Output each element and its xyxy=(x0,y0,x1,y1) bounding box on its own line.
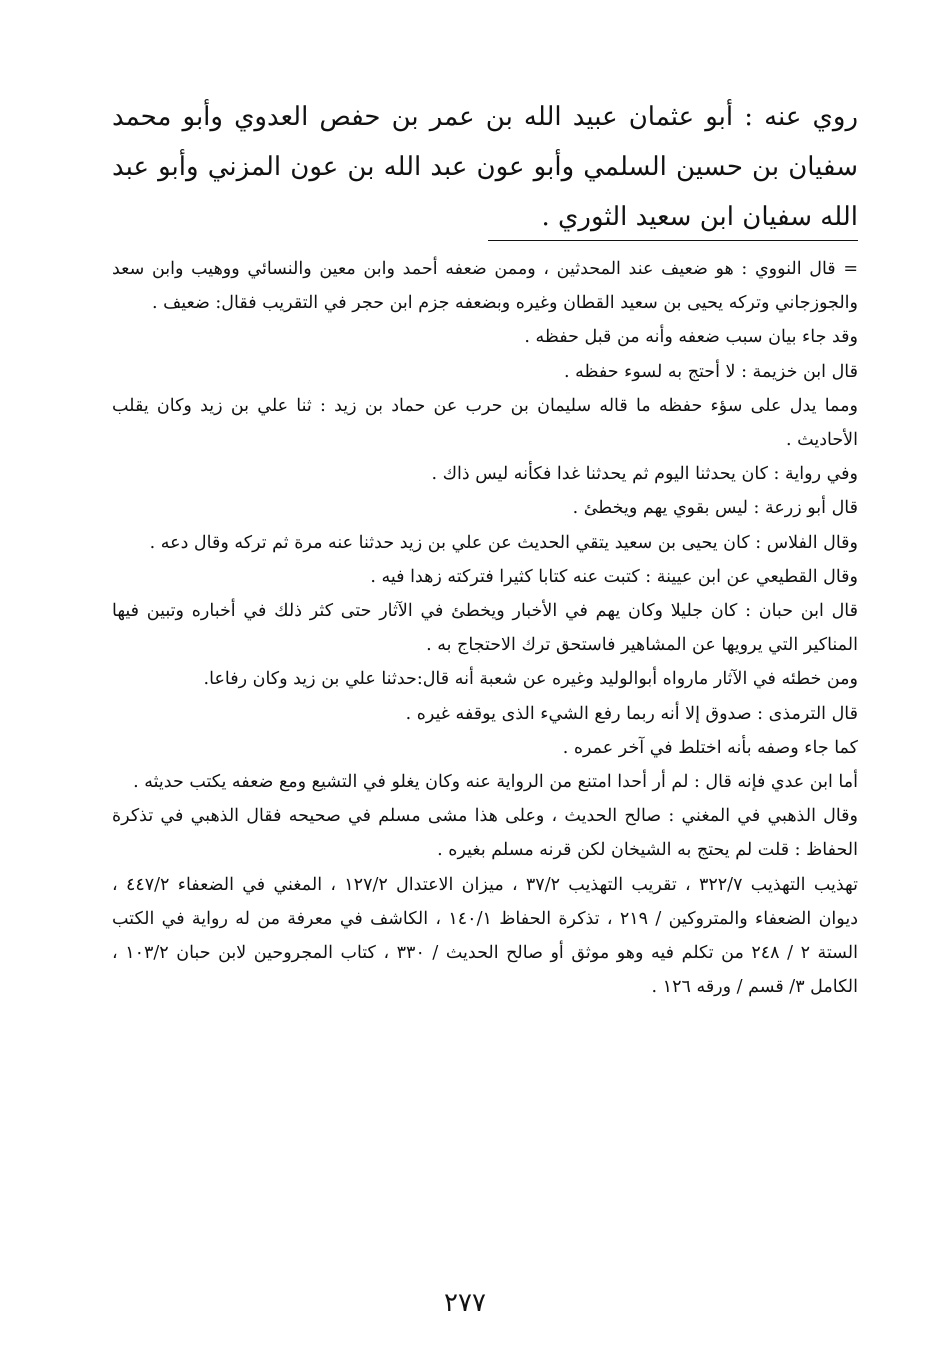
footnote-references: تهذيب التهذيب ٣٢٢/٧ ، تقريب التهذيب ٣٧/٢ ، ميزان الاعتدال ١٢٧/٢ ، المغني في الضعفاء ٤٤٧/٢ ، ديوان الضعفاء والمتروكين / ٢١٩ ، تذكرة الحفاظ ١٤٠/١ ، الكاشف في معرفة من له رواية في الكتب الستة ٢ / ٢٤٨ من تكلم فيه وهو موثق أو صالح الحديث / ٣٣٠ ، كتاب المجروحين لابن حبان ١٠٣/٢ ، الكامل ٣/ قسم / ورقه ١٢٦ . xyxy=(112,874,858,998)
main-paragraph: روي عنه : أبو عثمان عبيد الله بن عمر بن حفص العدوي وأبو محمد سفيان بن حسين السلمي وأبو عون عبد الله بن عون المزني وأبو عبد الله سفيان ابن سعيد الثوري . xyxy=(112,102,859,232)
footnote-paragraph: ومما يدل على سؤء حفظه ما قاله سليمان بن حرب عن حماد بن زيد : ثنا علي بن زيد وكان يقلب الأحاديث . xyxy=(112,395,858,451)
footnote-divider xyxy=(488,240,858,241)
footnote-paragraph: قال أبو زرعة : ليس بقوي يهم ويخطئ . xyxy=(572,498,858,519)
footnote-paragraph: وقال الذهبي في المغني : صالح الحديث ، وعلى هذا مشى مسلم في صحيحه فقال الذهبي في تذكرة الحفاظ : قلت لم يحتج به الشيخان لكن قرنه مسلم بغيره . xyxy=(112,806,858,861)
footnote-paragraph: أما ابن عدي فإنه قال : لم أر أحدا امتنع من الرواية عنه وكان يغلو في التشيع ومع ضعفه يكتب حديثه . xyxy=(133,772,858,793)
footnote-paragraph: قال ابن خزيمة : لا أحتج به لسوء حفظه . xyxy=(564,361,858,382)
footnote-paragraph: وفي رواية : كان يحدثنا اليوم ثم يحدثنا غدا فكأنه ليس ذاك . xyxy=(431,464,858,485)
page-number: ٢٧٧ xyxy=(444,1288,486,1318)
footnote-paragraph: وقال الفلاس : كان يحيى بن سعيد يتقي الحديث عن علي بن زيد حدثنا عنه مرة ثم تركه وقال دعه . xyxy=(149,532,858,553)
footnote-paragraph: وقد جاء بيان سبب ضعفه وأنه من قبل حفظه . xyxy=(524,327,858,348)
footnotes xyxy=(112,252,858,1004)
footnote-paragraph: قال الترمذى : صدوق إلا أنه ربما رفع الشيء الذى يوقفه غيره . xyxy=(405,703,858,724)
footnote-paragraph: وقال القطيعي عن ابن عيينة : كتبت عنه كتابا كثيرا فتركته زهدا فيه . xyxy=(370,566,858,587)
footnote-paragraph: = قال النووي : هو ضعيف عند المحدثين ، وممن ضعفه أحمد وابن معين والنسائي ووهيب وابن سعد والجوزجاني وتركه يحيى بن سعيد القطان وغيره وبضعفه جزم ابن حجر في التقريب فقال: ضعيف . xyxy=(112,259,858,314)
main-text xyxy=(112,92,858,242)
footnote-paragraph: قال ابن حبان : كان جليلا وكان يهم في الأخبار ويخطئ في الآثار حتى كثر ذلك في أخباره وتبين فيها المناكير التي يرويها عن المشاهير فاستحق ترك الاحتجاج به . xyxy=(112,601,858,656)
footnote-paragraph: كما جاء وصفه بأنه اختلط في آخر عمره . xyxy=(562,737,858,758)
footnote-paragraph: ومن خطئه في الآثار مارواه أبوالوليد وغيره عن شعبة أنه قال:حدثنا علي بن زيد وكان رفاعا. xyxy=(203,669,858,690)
